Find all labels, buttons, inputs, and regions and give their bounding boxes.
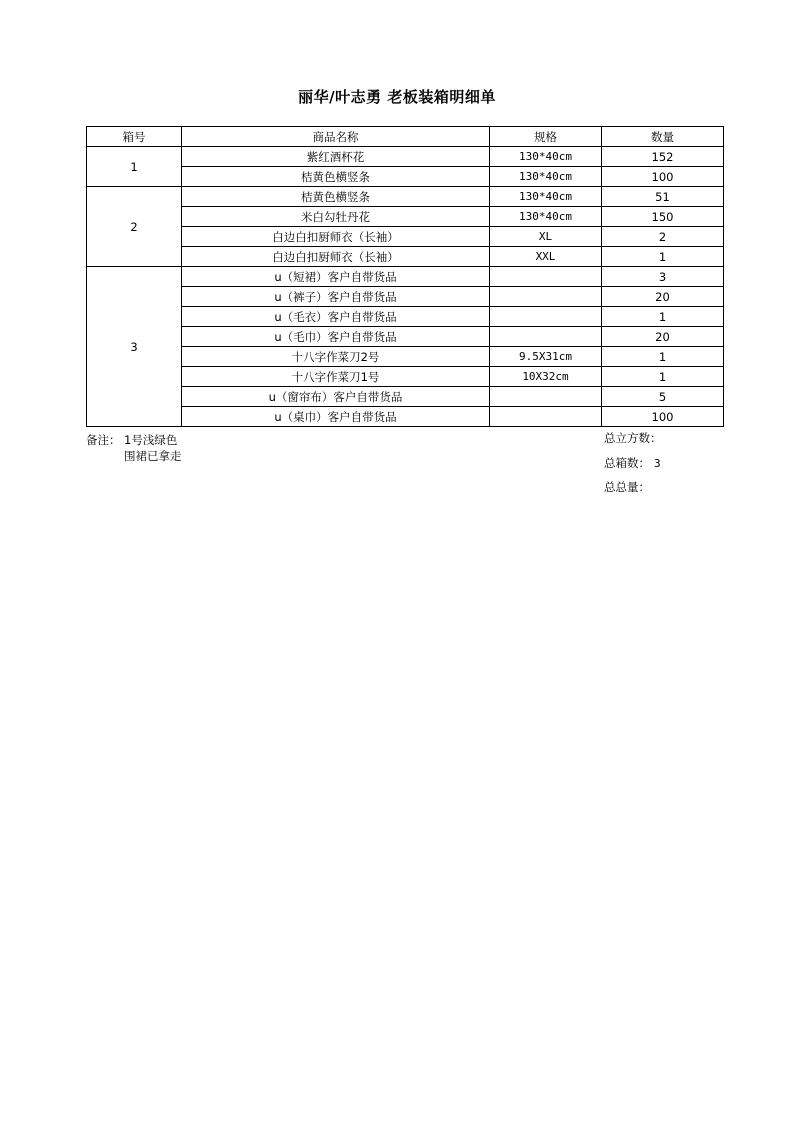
table-row (87, 347, 724, 367)
spec-cell: 130*40cm (490, 207, 602, 227)
header-box-number: 箱号 (87, 127, 182, 147)
spec-cell: XL (490, 227, 602, 247)
quantity-cell: 1 (602, 247, 724, 267)
table-row (87, 247, 724, 267)
total-volume-label: 总立方数： (604, 431, 662, 445)
product-name-cell: u（短裙）客户自带货品 (182, 267, 490, 287)
summary-total-volume (604, 430, 666, 446)
product-name-cell: u（桌巾）客户自带货品 (182, 407, 490, 427)
summary-total-boxes (604, 455, 661, 471)
table-row (87, 367, 724, 387)
product-name-cell: 白边白扣厨师衣（长袖） (182, 247, 490, 267)
total-weight-label: 总总量： (604, 480, 650, 494)
product-name-cell: 白边白扣厨师衣（长袖） (182, 227, 490, 247)
table-row (87, 267, 724, 287)
table-row (87, 287, 724, 307)
product-name-cell: u（毛衣）客户自带货品 (182, 307, 490, 327)
notes-line-2: 围裙已拿走 (124, 449, 182, 463)
quantity-cell: 51 (602, 187, 724, 207)
spec-cell: XXL (490, 247, 602, 267)
product-name-cell: u（毛巾）客户自带货品 (182, 327, 490, 347)
box-number-cell: 1 (87, 147, 182, 187)
box-number-cell: 2 (87, 187, 182, 267)
product-name-cell: 桔黄色横竖条 (182, 167, 490, 187)
header-spec: 规格 (490, 127, 602, 147)
spec-cell (490, 287, 602, 307)
quantity-cell: 152 (602, 147, 724, 167)
quantity-cell: 20 (602, 327, 724, 347)
header-quantity: 数量 (602, 127, 724, 147)
header-product-name: 商品名称 (182, 127, 490, 147)
product-name-cell: u（窗帘布）客户自带货品 (182, 387, 490, 407)
table-row (87, 407, 724, 427)
product-name-cell: 十八字作菜刀2号 (182, 347, 490, 367)
product-name-cell: u（裤子）客户自带货品 (182, 287, 490, 307)
table-header-row (87, 127, 724, 147)
quantity-cell: 1 (602, 347, 724, 367)
table-row (87, 167, 724, 187)
summary-total-weight (604, 479, 654, 495)
total-boxes-label: 总箱数： (604, 456, 650, 470)
spec-cell: 130*40cm (490, 147, 602, 167)
spec-cell: 130*40cm (490, 167, 602, 187)
spec-cell (490, 407, 602, 427)
spec-cell (490, 307, 602, 327)
spec-cell: 9.5X31cm (490, 347, 602, 367)
document-title: 丽华/叶志勇 老板装箱明细单 (298, 88, 496, 106)
spec-cell (490, 387, 602, 407)
spec-cell: 10X32cm (490, 367, 602, 387)
spec-cell (490, 267, 602, 287)
spec-cell (490, 327, 602, 347)
quantity-cell: 20 (602, 287, 724, 307)
table-row (87, 187, 724, 207)
spec-cell: 130*40cm (490, 187, 602, 207)
quantity-cell: 5 (602, 387, 724, 407)
table-row (87, 207, 724, 227)
notes-label: 备注： (86, 433, 121, 447)
quantity-cell: 150 (602, 207, 724, 227)
packing-table (86, 126, 724, 427)
quantity-cell: 1 (602, 367, 724, 387)
quantity-cell: 2 (602, 227, 724, 247)
table-row (87, 307, 724, 327)
quantity-cell: 100 (602, 167, 724, 187)
product-name-cell: 桔黄色横竖条 (182, 187, 490, 207)
product-name-cell: 米白勾牡丹花 (182, 207, 490, 227)
table-row (87, 387, 724, 407)
table-row (87, 227, 724, 247)
product-name-cell: 十八字作菜刀1号 (182, 367, 490, 387)
table-row (87, 147, 724, 167)
box-number-cell: 3 (87, 267, 182, 427)
quantity-cell: 100 (602, 407, 724, 427)
table-row (87, 327, 724, 347)
notes-line-1: 1号浅绿色 (124, 433, 178, 447)
product-name-cell: 紫红酒杯花 (182, 147, 490, 167)
quantity-cell: 3 (602, 267, 724, 287)
quantity-cell: 1 (602, 307, 724, 327)
total-boxes-value: 3 (654, 457, 661, 470)
